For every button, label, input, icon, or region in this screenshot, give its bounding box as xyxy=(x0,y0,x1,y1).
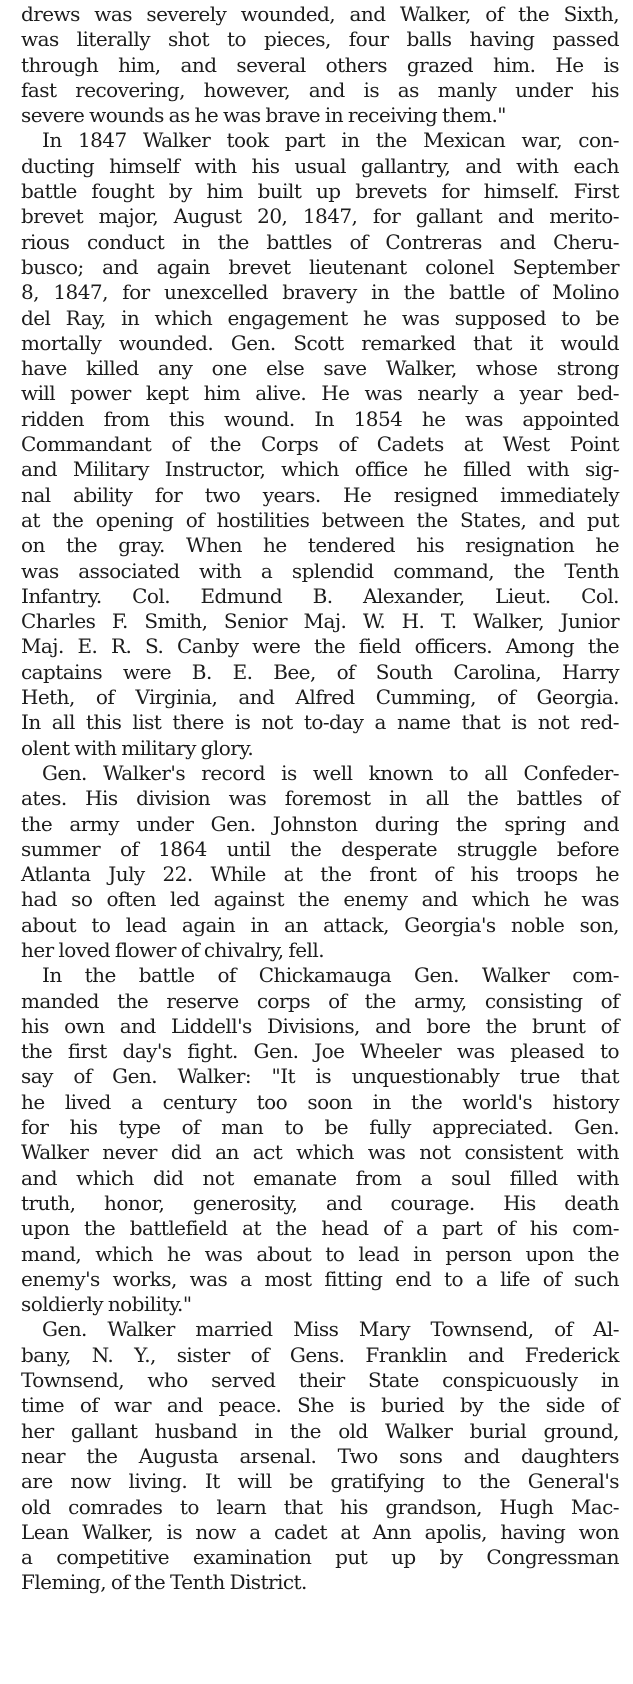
text-line: Lean Walker, is now a cadet at Ann apolis, having won xyxy=(21,1519,619,1544)
text-line: his own and Liddell's Divisions, and bore the brunt of xyxy=(21,1013,619,1038)
text-line: Townsend, who served their State conspicuously in xyxy=(21,1368,619,1393)
text-line: busco; and again brevet lieutenant colonel September xyxy=(21,254,619,279)
text-line: severe wounds as he was brave in receiving them." xyxy=(21,103,506,128)
text-line: was literally shot to pieces, four balls having passed xyxy=(21,27,619,52)
text-line: ates. His division was foremost in all the battles of xyxy=(21,786,619,811)
text-line: ducting himself with his usual gallantry, and with each xyxy=(21,153,619,178)
text-line: In 1847 Walker took part in the Mexican war, con- xyxy=(42,128,619,153)
paragraph-5 xyxy=(21,1317,619,1595)
text-line: will power kept him alive. He was nearly a year bed- xyxy=(21,381,619,406)
text-line: mortally wounded. Gen. Scott remarked that it would xyxy=(21,330,619,355)
text-line: at the opening of hostilities between the States, and put xyxy=(21,507,619,532)
text-line: battle fought by him built up brevets for himself. First xyxy=(21,179,619,204)
text-line: olent with military glory. xyxy=(21,735,254,760)
text-line: Infantry. Col. Edmund B. Alexander, Lieut. Col. xyxy=(21,583,619,608)
text-line: mand, which he was about to lead in person upon the xyxy=(21,1241,619,1266)
text-line: and Military Instructor, which office he filled with sig- xyxy=(21,457,619,482)
text-line: brevet major, August 20, 1847, for gallant and merito- xyxy=(21,204,619,229)
text-line: summer of 1864 until the desperate struggle before xyxy=(21,836,619,861)
text-line: soldierly nobility." xyxy=(21,1292,192,1317)
text-line: and which did not emanate from a soul filled with xyxy=(21,1165,619,1190)
text-line: del Ray, in which engagement he was supposed to be xyxy=(21,305,619,330)
text-line: had so often led against the enemy and which he was xyxy=(21,887,619,912)
text-line: her gallant husband in the old Walker burial ground, xyxy=(21,1418,619,1443)
text-line: Walker never did an act which was not consistent with xyxy=(21,1140,619,1165)
text-line: the first day's fight. Gen. Joe Wheeler was pleased to xyxy=(21,1039,619,1064)
document-page xyxy=(21,2,619,1596)
text-line: bany, N. Y., sister of Gens. Franklin and Frederick xyxy=(21,1342,619,1367)
text-line: about to lead again in an attack, Georgia's noble son, xyxy=(21,912,619,937)
text-line: near the Augusta arsenal. Two sons and daughters xyxy=(21,1443,619,1468)
text-line: he lived a century too soon in the world's history xyxy=(21,1089,619,1114)
text-line: time of war and peace. She is buried by the side of xyxy=(21,1393,619,1418)
text-line: Commandant of the Corps of Cadets at West Point xyxy=(21,432,619,457)
text-line: rious conduct in the battles of Contreras and Cheru- xyxy=(21,229,619,254)
text-line: through him, and several others grazed him. He is xyxy=(21,52,619,77)
paragraph-1 xyxy=(21,2,619,128)
text-line: In all this list there is not to-day a name that is not red- xyxy=(21,710,619,735)
text-line: Maj. E. R. S. Canby were the field officers. Among the xyxy=(21,634,619,659)
paragraph-3 xyxy=(21,761,619,963)
text-line: a competitive examination put up by Congressman xyxy=(21,1545,619,1570)
text-line: upon the battlefield at the head of a part of his com- xyxy=(21,1216,619,1241)
text-line: 8, 1847, for unexcelled bravery in the battle of Molino xyxy=(21,280,619,305)
text-line: for his type of man to be fully appreciated. Gen. xyxy=(21,1115,619,1140)
text-line: Gen. Walker's record is well known to all Confeder- xyxy=(42,760,619,785)
text-line: old comrades to learn that his grandson, Hugh Mac- xyxy=(21,1494,619,1519)
text-line: Atlanta July 22. While at the front of his troops he xyxy=(21,862,619,887)
text-line: are now living. It will be gratifying to the General's xyxy=(21,1469,619,1494)
text-line: Charles F. Smith, Senior Maj. W. H. T. Walker, Junior xyxy=(21,609,619,634)
text-line: nal ability for two years. He resigned immediately xyxy=(21,482,619,507)
text-line: fast recovering, however, and is as manly under his xyxy=(21,77,619,102)
text-line: In the battle of Chickamauga Gen. Walker com- xyxy=(42,963,619,988)
text-line: captains were B. E. Bee, of South Carolina, Harry xyxy=(21,659,619,684)
text-line: the army under Gen. Johnston during the spring and xyxy=(21,811,619,836)
text-line: manded the reserve corps of the army, consisting of xyxy=(21,988,619,1013)
text-line: her loved flower of chivalry, fell. xyxy=(21,937,325,962)
text-line: Gen. Walker married Miss Mary Townsend, of Al- xyxy=(42,1317,619,1342)
text-line: Heth, of Virginia, and Alfred Cumming, of Georgia. xyxy=(21,685,619,710)
paragraph-4 xyxy=(21,963,619,1317)
paragraph-2 xyxy=(21,128,619,760)
text-line: enemy's works, was a most fitting end to a life of such xyxy=(21,1266,619,1291)
text-line: ridden from this wound. In 1854 he was appointed xyxy=(21,406,619,431)
text-line: have killed any one else save Walker, whose strong xyxy=(21,356,619,381)
text-line: drews was severely wounded, and Walker, of the Sixth, xyxy=(21,2,619,26)
text-line: say of Gen. Walker: "It is unquestionably true that xyxy=(21,1064,619,1089)
text-line: truth, honor, generosity, and courage. His death xyxy=(21,1190,619,1215)
text-line: Fleming, of the Tenth District. xyxy=(21,1570,307,1595)
text-line: on the gray. When he tendered his resignation he xyxy=(21,533,619,558)
text-line: was associated with a splendid command, the Tenth xyxy=(21,558,619,583)
